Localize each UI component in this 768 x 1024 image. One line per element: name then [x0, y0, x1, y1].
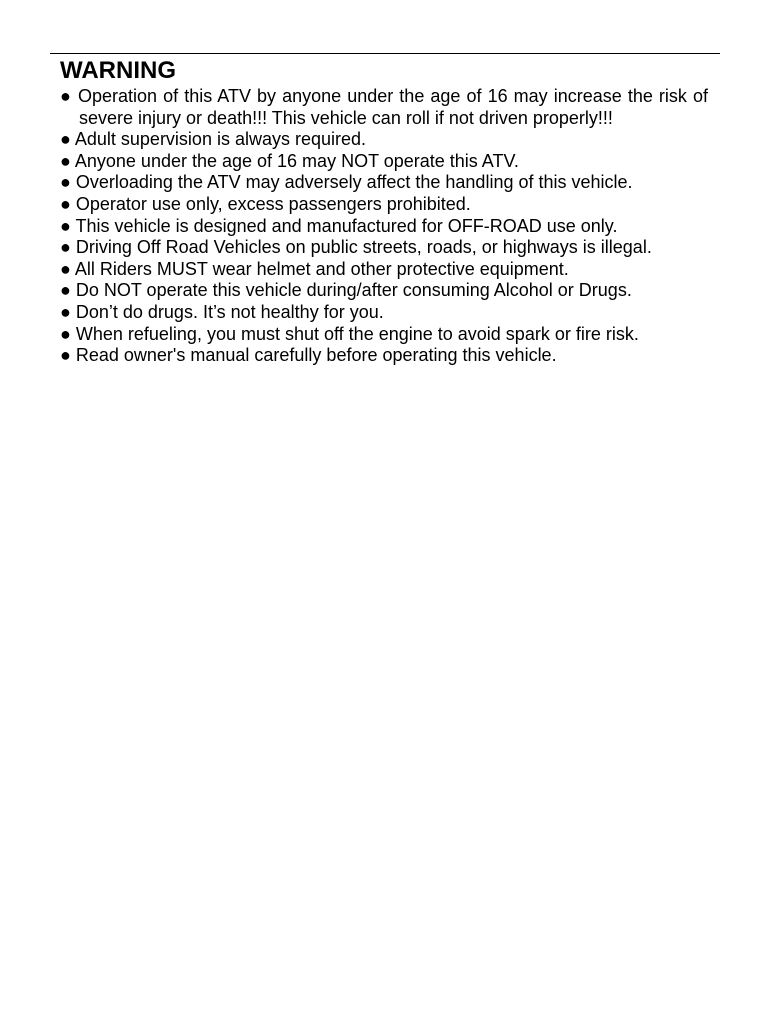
warning-item: ● Operation of this ATV by anyone under the age of 16 may increase the risk of severe injury or death!!! This vehicle can roll if not driven properly!!!	[60, 86, 708, 128]
warning-item: ● Read owner's manual carefully before operating this vehicle.	[60, 345, 557, 366]
warning-item: ● Operator use only, excess passengers prohibited.	[60, 193, 471, 214]
warning-item: ● Anyone under the age of 16 may NOT operate this ATV.	[60, 150, 519, 171]
top-divider	[50, 53, 720, 54]
warning-item: ● When refueling, you must shut off the engine to avoid spark or fire risk.	[60, 323, 639, 344]
warning-list	[60, 86, 708, 367]
warning-item: ● Overloading the ATV may adversely affect the handling of this vehicle.	[60, 172, 633, 193]
warning-section	[60, 56, 708, 367]
warning-item: ● All Riders MUST wear helmet and other protective equipment.	[60, 258, 569, 279]
warning-item: ● This vehicle is designed and manufactured for OFF-ROAD use only.	[60, 215, 618, 236]
warning-item: ● Don’t do drugs. It’s not healthy for you.	[60, 301, 384, 322]
warning-item: ● Adult supervision is always required.	[60, 129, 367, 150]
warning-item: ● Driving Off Road Vehicles on public streets, roads, or highways is illegal.	[60, 237, 652, 258]
warning-item: ● Do NOT operate this vehicle during/after consuming Alcohol or Drugs.	[60, 280, 632, 301]
warning-title: WARNING	[60, 57, 176, 84]
